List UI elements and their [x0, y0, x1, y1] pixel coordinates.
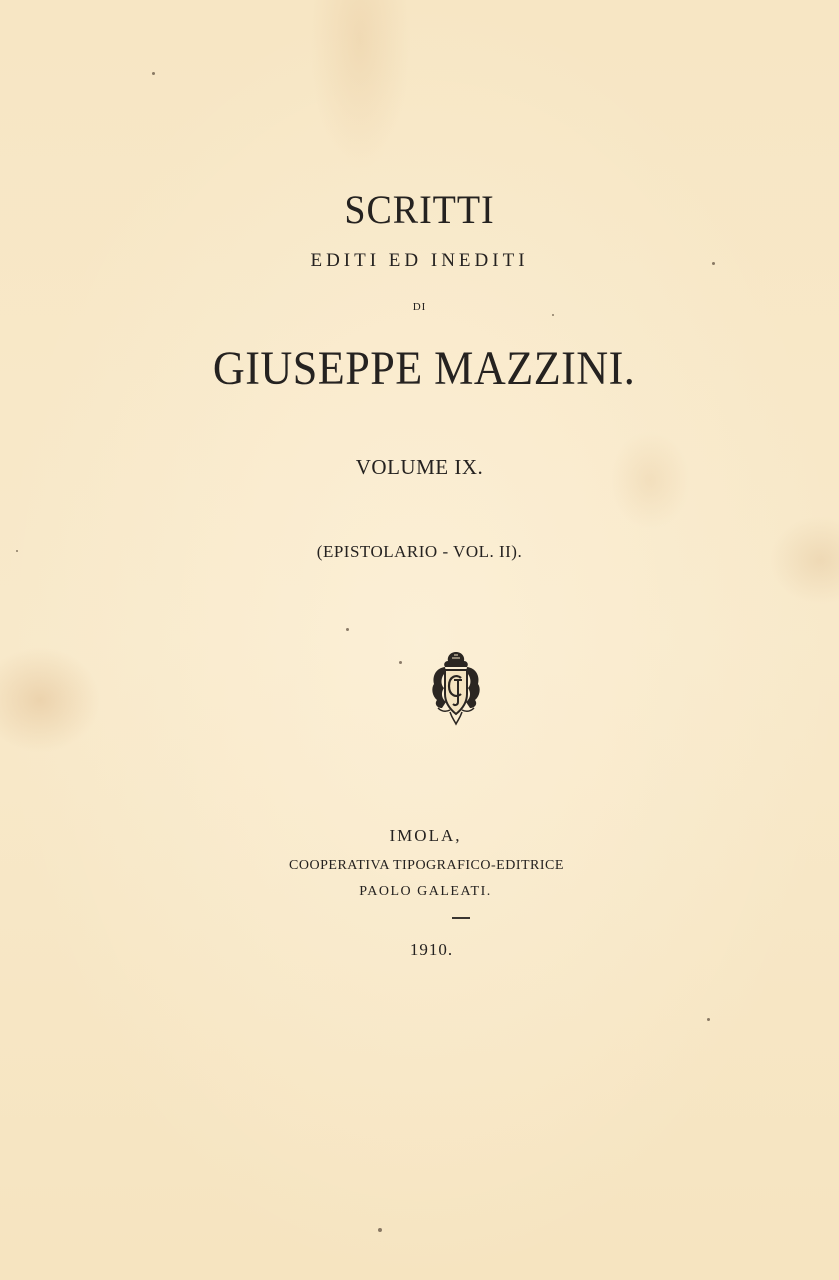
- paper-speck: [712, 262, 715, 265]
- publisher-name: COOPERATIVA TIPOGRAFICO-EDITRICE: [289, 858, 564, 873]
- paper-speck: [152, 72, 155, 75]
- paper-speck: [346, 628, 349, 631]
- subvolume-note: (EPISTOLARIO - VOL. II).: [316, 542, 523, 561]
- publication-year: 1910.: [409, 940, 454, 959]
- paper-speck: [378, 1228, 382, 1232]
- author-name: GIUSEPPE MAZZINI.: [212, 342, 636, 395]
- volume-number: VOLUME IX.: [355, 455, 484, 479]
- paper-speck: [399, 661, 402, 664]
- printer-name: PAOLO GALEATI.: [359, 884, 492, 899]
- paper-speck: [707, 1018, 710, 1021]
- by-preposition: DI: [412, 301, 427, 313]
- separator-rule: [452, 917, 470, 919]
- paper-speck: [16, 550, 18, 552]
- publication-city: IMOLA,: [389, 826, 462, 845]
- printer-device-emblem-icon: [428, 650, 484, 726]
- book-title: SCRITTI: [344, 187, 495, 232]
- book-subtitle: EDITI ED INEDITI: [310, 250, 529, 271]
- paper-speck: [552, 314, 554, 316]
